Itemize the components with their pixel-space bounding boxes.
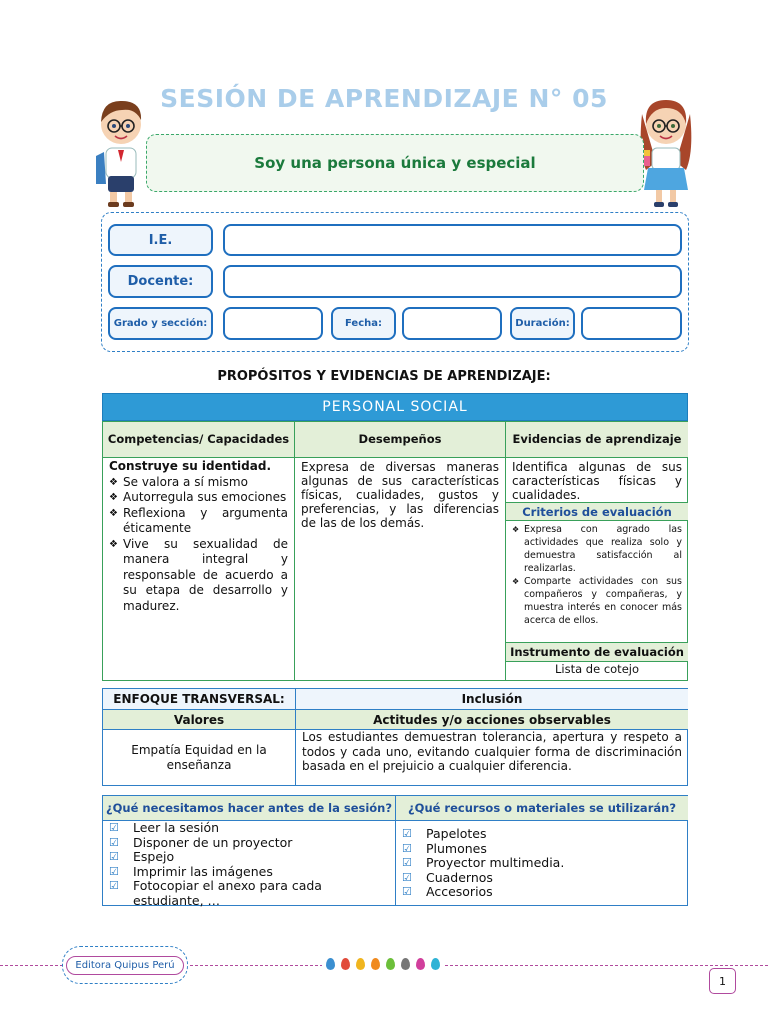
publisher-name: Editora Quipus Perú — [66, 956, 183, 975]
criterios-list — [506, 521, 688, 642]
purposes-heading: PROPÓSITOS Y EVIDENCIAS DE APRENDIZAJE: — [217, 369, 551, 384]
recurso-item: ☑ Accesorios — [396, 885, 688, 900]
pencil-icon — [416, 958, 425, 970]
fecha-label: Fecha: — [331, 307, 396, 340]
antes-header: ¿Qué necesitamos hacer antes de la sesión? — [103, 796, 396, 821]
evidencia-text: Identifica algunas de sus características físicas y cualidades. — [512, 460, 682, 502]
actitud-cell: Los estudiantes demuestran tolerancia, apertura y respeto a todos y cada uno, evitando cualquier forma de discriminación basada en el prejuicio a cualquier diferencia. — [302, 730, 682, 773]
pencil-icon — [386, 958, 395, 970]
recursos-header: ¿Qué recursos o materiales se utilizarán? — [396, 796, 688, 821]
docente-field[interactable] — [223, 265, 682, 298]
duracion-label: Duración: — [510, 307, 575, 340]
antes-cell — [103, 820, 396, 908]
grado-label: Grado y sección: — [108, 307, 213, 340]
recursos-cell — [396, 821, 688, 905]
pencil-icon — [341, 958, 350, 970]
actitudes-header: Actitudes y/o acciones observables — [296, 710, 688, 730]
boy-student-illustration — [90, 92, 154, 212]
desempeno-cell: Expresa de diversas maneras algunas de sus características físicas, cualidades, gustos y preferencias, y las diferencias de las de los demás. — [295, 458, 506, 680]
preparation-table — [102, 795, 688, 906]
enfoque-value: Inclusión — [296, 689, 688, 710]
evidencias-cell — [506, 458, 688, 680]
grado-field[interactable] — [223, 307, 323, 340]
pencil-icon — [356, 958, 365, 970]
competencias-header: Competencias/ Capacidades — [103, 422, 295, 458]
antes-item: ☑ Leer la sesión — [103, 821, 395, 836]
desempenos-header: Desempeños — [295, 422, 506, 458]
criterio-item: ❖ Expresa con agrado las actividades que realiza solo y demuestra satisfacción al realizarlas. — [510, 523, 682, 575]
antes-list — [103, 821, 395, 908]
page-number: 1 — [709, 968, 736, 994]
enfoque-table — [102, 688, 688, 786]
competencia-title: Construye su identidad. — [109, 459, 272, 473]
duracion-field[interactable] — [581, 307, 682, 340]
capacidad-item: ❖ Reflexiona y argumenta éticamente — [109, 506, 288, 537]
session-subtitle: Soy una persona única y especial — [254, 154, 536, 172]
antes-item: ☑ Fotocopiar el anexo para cada estudiante, … — [103, 879, 395, 908]
capacidad-item: ❖ Se valora a sí mismo — [109, 475, 288, 491]
antes-item: ☑ Imprimir las imágenes — [103, 865, 395, 880]
instrumento-label: Instrumento de evaluación — [506, 642, 688, 662]
enfoque-label: ENFOQUE TRANSVERSAL: — [103, 689, 296, 710]
pencil-icon — [371, 958, 380, 970]
instrumento-value: Lista de cotejo — [554, 662, 639, 676]
recurso-item: ☑ Plumones — [396, 842, 688, 857]
evidencias-header: Evidencias de aprendizaje — [506, 422, 688, 458]
publisher-badge — [62, 946, 188, 984]
pencil-icon — [401, 958, 410, 970]
antes-item: ☑ Espejo — [103, 850, 395, 865]
docente-label: Docente: — [108, 265, 213, 298]
ie-field[interactable] — [223, 224, 682, 256]
fecha-field[interactable] — [402, 307, 502, 340]
area-header: PERSONAL SOCIAL — [102, 393, 688, 421]
antes-item: ☑ Disponer de un proyector — [103, 836, 395, 851]
pencil-icon — [326, 958, 335, 970]
session-subtitle-box — [146, 134, 644, 192]
recurso-item: ☑ Cuadernos — [396, 871, 688, 886]
capacidad-item: ❖ Vive su sexualidad de manera integral y responsable de acuerdo a su etapa de desarrollo y madurez. — [109, 537, 288, 615]
ie-label: I.E. — [108, 224, 213, 256]
valor-cell: Empatía Equidad en la enseñanza — [103, 730, 296, 786]
footer-decoration — [322, 958, 444, 970]
valores-header: Valores — [103, 710, 296, 730]
pencil-icon — [431, 958, 440, 970]
recursos-list — [396, 821, 688, 900]
criterio-item: ❖ Comparte actividades con sus compañeros y compañeras, y muestra interés en conocer más acerca de ellos. — [510, 575, 682, 627]
recurso-item: ☑ Proyector multimedia. — [396, 856, 688, 871]
criterios-label: Criterios de evaluación — [506, 502, 688, 521]
competencias-cell — [103, 458, 295, 680]
recurso-item: ☑ Papelotes — [396, 827, 688, 842]
capacidad-item: ❖ Autorregula sus emociones — [109, 490, 288, 506]
purposes-table — [102, 421, 688, 681]
session-title: SESIÓN DE APRENDIZAJE N° 05 — [160, 84, 608, 113]
capacidades-list — [109, 475, 288, 615]
